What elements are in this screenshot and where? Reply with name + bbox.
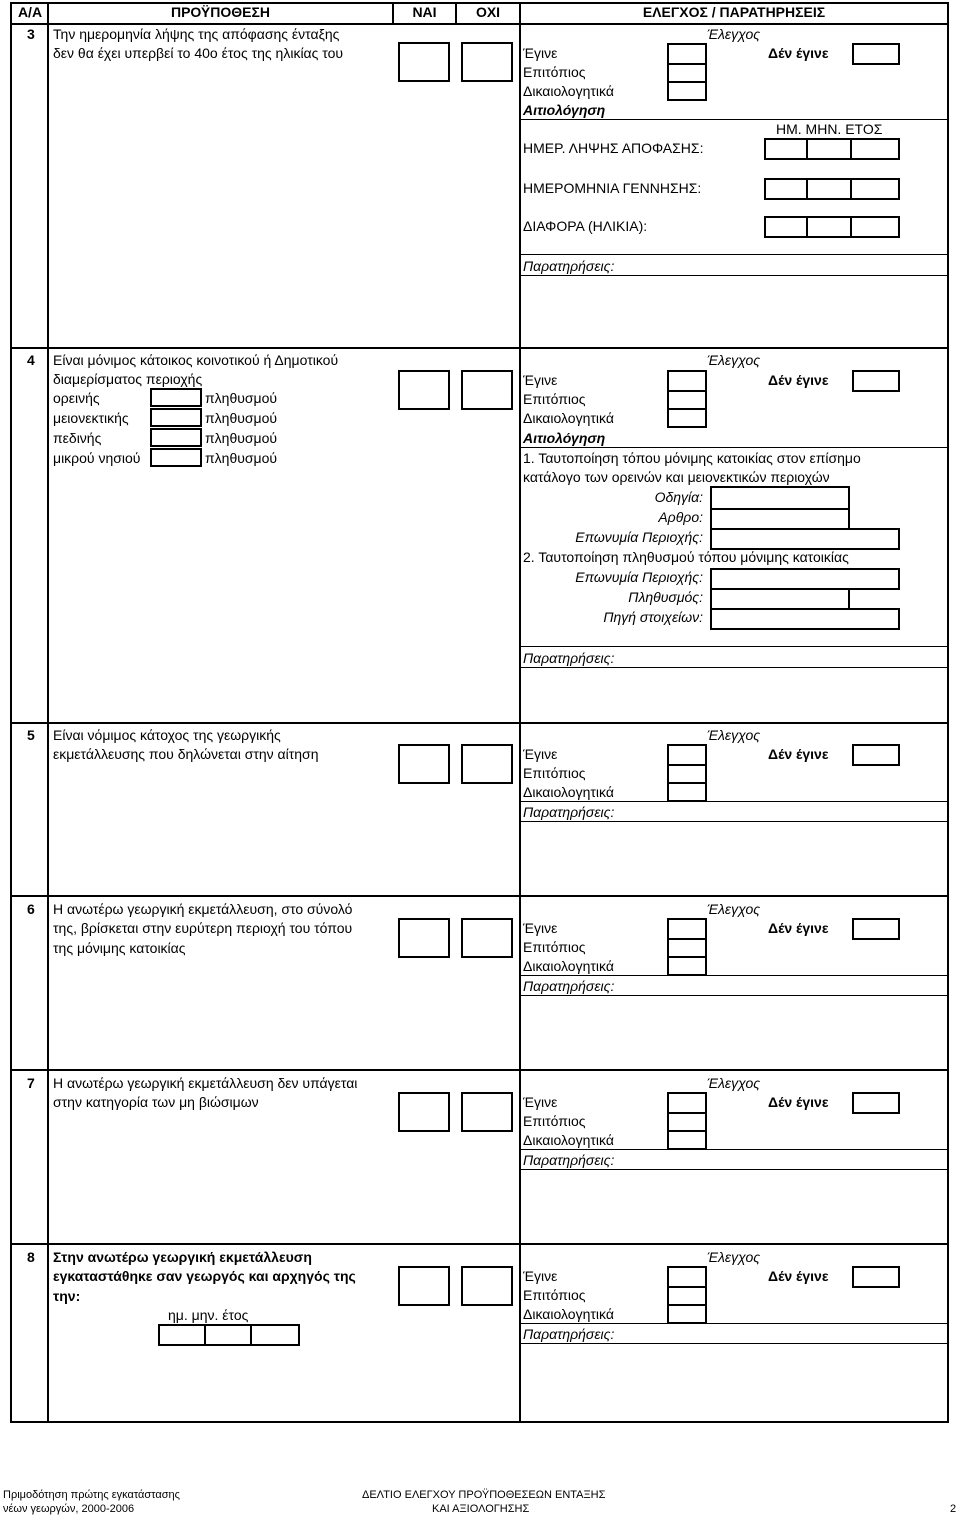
condition-text: Είναι νόμιμος κάτοχος της γεωργικής [53, 727, 281, 743]
condition-text: διαμερίσματος περιοχής [53, 371, 203, 387]
onsite-label: Επιτόπιος [523, 1287, 586, 1303]
date-columns-header: ΗΜ. ΜΗΝ. ΕΤΟΣ [776, 121, 883, 137]
check-label: Έλεγχος [707, 352, 761, 368]
area-name-label: Επωνυμία Περιοχής: [575, 529, 703, 545]
yes-checkbox[interactable] [398, 370, 450, 410]
remarks-label: Παρατηρήσεις: [523, 804, 615, 820]
area-name-2-field[interactable] [710, 568, 900, 590]
no-checkbox[interactable] [461, 744, 513, 784]
documents-label: Δικαιολογητικά [523, 410, 614, 426]
onsite-checkbox[interactable] [667, 390, 707, 410]
identification-1-text: κατάλογο των ορεινών και μειονεκτικών περιοχών [523, 469, 830, 485]
area-type-label: μικρού νησιού [53, 450, 141, 466]
condition-text: δεν θα έχει υπερβεί το 40ο έτος της ηλικίας του [53, 45, 344, 61]
condition-text: της, βρίσκεται στην ευρύτερη περιοχή του τόπου [53, 920, 353, 936]
no-checkbox[interactable] [461, 42, 513, 82]
header-check: ΕΛΕΓΧΟΣ / ΠΑΡΑΤΗΡΗΣΕΙΣ [642, 4, 826, 20]
article-label: Αρθρο: [658, 509, 703, 525]
no-checkbox[interactable] [461, 918, 513, 958]
data-source-field[interactable] [710, 608, 900, 630]
yes-checkbox[interactable] [398, 1092, 450, 1132]
check-label: Έλεγχος [707, 727, 761, 743]
documents-label: Δικαιολογητικά [523, 784, 614, 800]
data-source-label: Πηγή στοιχείων: [603, 609, 703, 625]
not-done-checkbox[interactable] [852, 744, 900, 766]
not-done-label: Δέν έγινε [768, 1094, 829, 1110]
install-month-field[interactable] [204, 1324, 252, 1346]
onsite-label: Επιτόπιος [523, 939, 586, 955]
condition-text: Η ανωτέρω γεωργική εκμετάλλευση δεν υπάγεται [53, 1075, 358, 1091]
population-label: πληθυσμού [205, 430, 278, 446]
documents-checkbox[interactable] [667, 782, 707, 802]
documents-checkbox[interactable] [667, 81, 707, 101]
yes-checkbox[interactable] [398, 1266, 450, 1306]
birth-month-field[interactable] [806, 178, 852, 200]
done-label: Έγινε [523, 1094, 558, 1110]
footer-program: Πριμοδότηση πρώτης εγκατάστασης [3, 1489, 180, 1501]
install-day-field[interactable] [158, 1324, 206, 1346]
header-no: ΟΧΙ [475, 4, 501, 20]
documents-label: Δικαιολογητικά [523, 1306, 614, 1322]
directive-field[interactable] [710, 486, 850, 510]
check-label: Έλεγχος [707, 1249, 761, 1265]
done-checkbox[interactable] [667, 370, 707, 392]
documents-checkbox[interactable] [667, 408, 707, 428]
done-label: Έγινε [523, 920, 558, 936]
justification-label: Αιτιολόγηση [523, 102, 606, 118]
yes-checkbox[interactable] [398, 918, 450, 958]
population-count-field[interactable] [710, 588, 850, 610]
condition-text: Είναι μόνιμος κάτοικος κοινοτικού ή Δημοτικού [53, 352, 339, 368]
page-number: 2 [950, 1503, 957, 1515]
area-type-label: πεδινής [53, 430, 102, 446]
identification-2-text: 2. Ταυτοποίηση πληθυσμού τόπου μόνιμης κατοικίας [523, 549, 849, 565]
condition-text: στην κατηγορία των μη βιώσιμων [53, 1094, 259, 1110]
age-day-field[interactable] [764, 216, 808, 238]
row-number: 6 [27, 901, 35, 917]
area-mountain-checkbox[interactable] [150, 388, 202, 407]
not-done-label: Δέν έγινε [768, 372, 829, 388]
footer-program: νέων γεωργών, 2000-2006 [3, 1503, 135, 1515]
condition-text: την: [53, 1288, 81, 1304]
decision-day-field[interactable] [764, 138, 808, 160]
done-label: Έγινε [523, 746, 558, 762]
row-number: 4 [27, 352, 35, 368]
population-label: πληθυσμού [205, 390, 278, 406]
condition-text: Η ανωτέρω γεωργική εκμετάλλευση, στο σύνολό [53, 901, 353, 917]
check-label: Έλεγχος [707, 1075, 761, 1091]
footer-doc-title: ΚΑΙ ΑΞΙΟΛΟΓΗΣΗΣ [432, 1503, 530, 1515]
population-label: πληθυσμού [205, 410, 278, 426]
footer-doc-title: ΔΕΛΤΙΟ ΕΛΕΓΧΟΥ ΠΡΟΫΠΟΘΕΣΕΩΝ ΕΝΤΑΞΗΣ [362, 1489, 606, 1501]
onsite-label: Επιτόπιος [523, 64, 586, 80]
area-disadvantaged-checkbox[interactable] [150, 408, 202, 427]
header-aa: Α/Α [17, 4, 43, 20]
no-checkbox[interactable] [461, 1266, 513, 1306]
directive-label: Οδηγία: [654, 489, 703, 505]
not-done-checkbox[interactable] [852, 1266, 900, 1288]
not-done-checkbox[interactable] [852, 918, 900, 940]
condition-text: της μόνιμης κατοικίας [53, 940, 186, 956]
documents-checkbox[interactable] [667, 956, 707, 976]
check-label: Έλεγχος [707, 26, 761, 42]
documents-label: Δικαιολογητικά [523, 1132, 614, 1148]
area-type-label: μειονεκτικής [53, 410, 129, 426]
documents-checkbox[interactable] [667, 1304, 707, 1324]
install-year-field[interactable] [250, 1324, 300, 1346]
onsite-label: Επιτόπιος [523, 765, 586, 781]
onsite-checkbox[interactable] [667, 1112, 707, 1132]
onsite-checkbox[interactable] [667, 764, 707, 784]
row-number: 8 [27, 1249, 35, 1265]
remarks-label: Παρατηρήσεις: [523, 258, 615, 274]
decision-year-field[interactable] [850, 138, 900, 160]
row-number: 7 [27, 1075, 35, 1091]
done-checkbox[interactable] [667, 744, 707, 766]
birth-year-field[interactable] [850, 178, 900, 200]
age-month-field[interactable] [806, 216, 852, 238]
remarks-label: Παρατηρήσεις: [523, 650, 615, 666]
identification-1-text: 1. Ταυτοποίηση τόπου μόνιμης κατοικίας στον επίσημο [523, 450, 861, 466]
population-count-label: Πληθυσμός: [628, 589, 703, 605]
done-checkbox[interactable] [667, 43, 707, 65]
done-checkbox[interactable] [667, 918, 707, 940]
onsite-checkbox[interactable] [667, 63, 707, 83]
remarks-label: Παρατηρήσεις: [523, 978, 615, 994]
not-done-checkbox[interactable] [852, 1092, 900, 1114]
onsite-label: Επιτόπιος [523, 391, 586, 407]
documents-label: Δικαιολογητικά [523, 83, 614, 99]
done-label: Έγινε [523, 1268, 558, 1284]
decision-month-field[interactable] [806, 138, 852, 160]
documents-checkbox[interactable] [667, 1130, 707, 1150]
header-yes: ΝΑΙ [412, 4, 437, 20]
no-checkbox[interactable] [461, 370, 513, 410]
done-checkbox[interactable] [667, 1092, 707, 1114]
condition-text: εκμετάλλευσης που δηλώνεται στην αίτηση [53, 746, 319, 762]
birth-date-label: ΗΜΕΡΟΜΗΝΙΑ ΓΕΝΝΗΣΗΣ: [523, 180, 702, 196]
not-done-label: Δέν έγινε [768, 746, 829, 762]
area-type-label: ορεινής [53, 390, 100, 406]
date-labels: ημ. μην. έτος [168, 1307, 249, 1323]
decision-date-label: ΗΜΕΡ. ΛΗΨΗΣ ΑΠΟΦΑΣΗΣ: [523, 140, 704, 156]
no-checkbox[interactable] [461, 1092, 513, 1132]
condition-text: Στην ανωτέρω γεωργική εκμετάλλευση [53, 1249, 312, 1265]
onsite-checkbox[interactable] [667, 938, 707, 958]
not-done-label: Δέν έγινε [768, 45, 829, 61]
remarks-label: Παρατηρήσεις: [523, 1152, 615, 1168]
remarks-label: Παρατηρήσεις: [523, 1326, 615, 1342]
onsite-label: Επιτόπιος [523, 1113, 586, 1129]
condition-text: Την ημερομηνία λήψης της απόφασης ένταξης [53, 26, 340, 42]
area-name-field[interactable] [710, 528, 900, 550]
header-condition: ΠΡΟΫΠΟΘΕΣΗ [170, 4, 271, 20]
row-number: 3 [27, 26, 35, 42]
yes-checkbox[interactable] [398, 42, 450, 82]
area-island-checkbox[interactable] [150, 448, 202, 467]
article-field[interactable] [710, 508, 850, 530]
birth-day-field[interactable] [764, 178, 808, 200]
population-label: πληθυσμού [205, 450, 278, 466]
done-label: Έγινε [523, 372, 558, 388]
row-number: 5 [27, 727, 35, 743]
check-label: Έλεγχος [707, 901, 761, 917]
yes-checkbox[interactable] [398, 744, 450, 784]
done-label: Έγινε [523, 45, 558, 61]
not-done-label: Δέν έγινε [768, 920, 829, 936]
documents-label: Δικαιολογητικά [523, 958, 614, 974]
onsite-checkbox[interactable] [667, 1286, 707, 1306]
not-done-checkbox[interactable] [852, 43, 900, 65]
not-done-label: Δέν έγινε [768, 1268, 829, 1284]
done-checkbox[interactable] [667, 1266, 707, 1288]
age-year-field[interactable] [850, 216, 900, 238]
condition-text: εγκαταστάθηκε σαν γεωργός και αρχηγός της [53, 1268, 356, 1284]
justification-label: Αιτιολόγηση [523, 430, 606, 446]
age-difference-label: ΔΙΑΦΟΡΑ (ΗΛΙΚΙΑ): [523, 218, 648, 234]
not-done-checkbox[interactable] [852, 370, 900, 392]
area-plain-checkbox[interactable] [150, 428, 202, 447]
area-name-label: Επωνυμία Περιοχής: [575, 569, 703, 585]
